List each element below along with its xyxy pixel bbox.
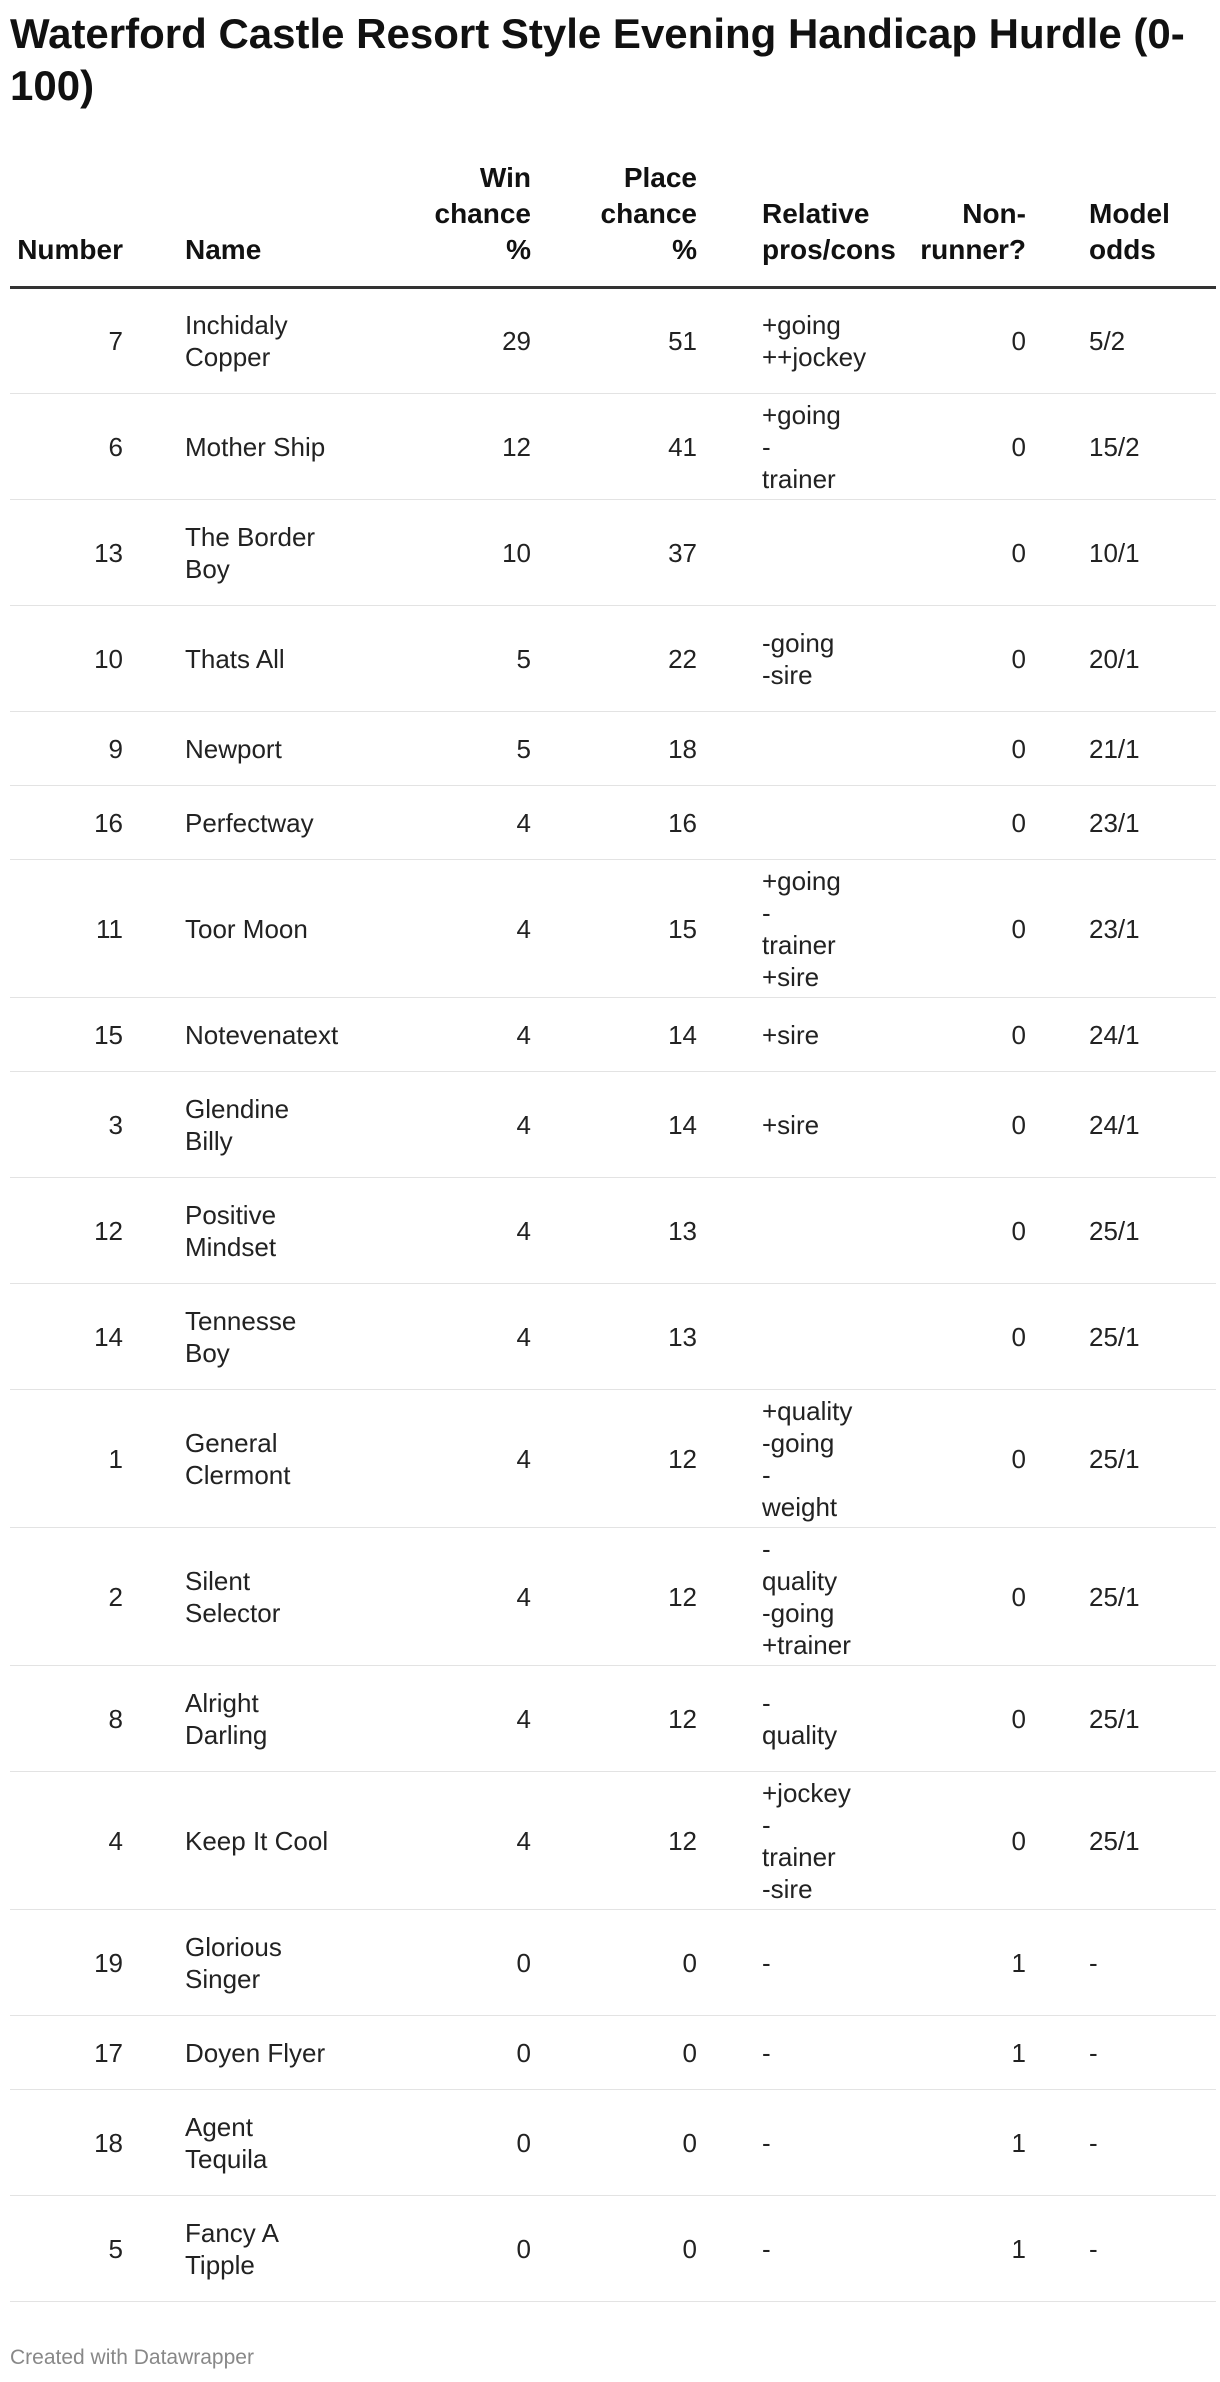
relative-line: -quality — [762, 1687, 838, 1750]
cell-win-chance: 0 — [382, 1910, 531, 2016]
relative-line: - — [762, 2037, 771, 2068]
name-line: Inchidaly — [185, 310, 288, 340]
relative-line: +going — [762, 310, 841, 340]
table-row — [10, 1910, 1216, 2016]
table-row — [10, 786, 1216, 860]
cell-number: 6 — [10, 394, 185, 500]
cell-number: 11 — [10, 860, 185, 998]
cell-place-chance: 12 — [531, 1772, 697, 1910]
table-row — [10, 1284, 1216, 1390]
cell-relative — [697, 1284, 840, 1390]
name-line: Doyen Flyer — [185, 2037, 326, 2068]
cell-win-chance: 4 — [382, 1284, 531, 1390]
cell-relative — [697, 500, 840, 606]
cell-relative — [697, 2016, 840, 2090]
name-line: Billy — [185, 1125, 233, 1156]
cell-model-odds: 25/1 — [1026, 1390, 1216, 1528]
name-line: Tennesse — [185, 1305, 297, 1336]
relative-line: +sire — [762, 1019, 820, 1050]
cell-name — [185, 1390, 382, 1528]
cell-relative — [697, 1910, 840, 2016]
header-line: runner? — [920, 234, 1026, 265]
cell-place-chance: 0 — [531, 2196, 697, 2302]
name-line: Tipple — [185, 2249, 255, 2280]
cell-non-runner: 0 — [840, 500, 1026, 606]
cell-place-chance: 15 — [531, 860, 697, 998]
cell-place-chance: 13 — [531, 1284, 697, 1390]
cell-number: 8 — [10, 1666, 185, 1772]
cell-relative — [697, 1528, 851, 1666]
cell-model-odds: 20/1 — [1026, 606, 1216, 712]
cell-model-odds: - — [1026, 2196, 1216, 2302]
cell-number: 7 — [10, 288, 185, 394]
page-title: Waterford Castle Resort Style Evening Handicap Hurdle (0-100) — [10, 10, 1185, 109]
cell-number: 15 — [10, 998, 185, 1072]
cell-number: 14 — [10, 1284, 185, 1390]
column-header-relative[interactable] — [697, 160, 896, 288]
cell-win-chance: 0 — [382, 2016, 531, 2090]
cell-place-chance: 37 — [531, 500, 697, 606]
cell-win-chance: 12 — [382, 394, 531, 500]
cell-win-chance: 4 — [382, 1072, 531, 1178]
cell-place-chance: 12 — [531, 1666, 697, 1772]
cell-model-odds: 5/2 — [1026, 288, 1216, 394]
cell-win-chance: 4 — [382, 786, 531, 860]
cell-win-chance: 5 — [382, 606, 531, 712]
cell-place-chance: 51 — [531, 288, 697, 394]
relative-line: +trainer — [762, 1629, 851, 1660]
name-line: Mindset — [185, 1231, 277, 1262]
cell-non-runner: 0 — [840, 786, 1026, 860]
cell-place-chance: 14 — [531, 998, 697, 1072]
header-row — [10, 160, 1216, 288]
cell-non-runner: 0 — [840, 998, 1026, 1072]
cell-relative — [697, 606, 840, 712]
cell-win-chance: 4 — [382, 1666, 531, 1772]
relative-line: +jockey — [762, 1777, 851, 1808]
table-row — [10, 1178, 1216, 1284]
cell-number: 12 — [10, 1178, 185, 1284]
cell-number: 5 — [10, 2196, 185, 2302]
relative-line: +going — [762, 865, 841, 896]
cell-number: 18 — [10, 2090, 185, 2196]
cell-number: 1 — [10, 1390, 185, 1528]
cell-relative — [697, 1772, 851, 1910]
header-line: % — [672, 234, 697, 265]
cell-name — [185, 1772, 382, 1910]
column-header-win-chance[interactable] — [382, 160, 531, 288]
cell-model-odds: 24/1 — [1026, 998, 1216, 1072]
header-line: Place — [623, 162, 697, 193]
cell-model-odds: 23/1 — [1026, 786, 1216, 860]
cell-win-chance: 5 — [382, 712, 531, 786]
cell-relative — [697, 2196, 840, 2302]
cell-place-chance: 18 — [531, 712, 697, 786]
name-line: Boy — [185, 1337, 230, 1368]
table-row — [10, 860, 1216, 998]
header-line: chance — [434, 198, 531, 229]
cell-model-odds: 25/1 — [1026, 1528, 1216, 1666]
relative-line: - — [762, 2127, 771, 2158]
cell-model-odds: 23/1 — [1026, 860, 1216, 998]
cell-number: 9 — [10, 712, 185, 786]
cell-relative — [697, 712, 840, 786]
cell-win-chance: 4 — [382, 1528, 531, 1666]
cell-relative — [697, 998, 840, 1072]
cell-model-odds: 25/1 — [1026, 1772, 1216, 1910]
table-row — [10, 712, 1216, 786]
cell-number: 17 — [10, 2016, 185, 2090]
relative-line: -trainer — [762, 431, 836, 494]
cell-relative — [697, 786, 840, 860]
cell-name — [185, 860, 382, 998]
cell-place-chance: 13 — [531, 1178, 697, 1284]
relative-line: -going — [762, 1597, 835, 1628]
cell-number: 2 — [10, 1528, 185, 1666]
cell-model-odds: 15/2 — [1026, 394, 1216, 500]
cell-non-runner: 1 — [840, 2090, 1026, 2196]
header-line: % — [506, 234, 531, 265]
cell-place-chance: 14 — [531, 1072, 697, 1178]
relative-line: +going — [762, 399, 841, 430]
relative-line: -trainer — [762, 897, 836, 960]
cell-win-chance: 4 — [382, 1178, 531, 1284]
relative-line: -going — [762, 1427, 835, 1458]
header-line: odds — [1089, 234, 1156, 265]
cell-non-runner: 0 — [840, 860, 1026, 998]
column-header-model-odds[interactable] — [1026, 160, 1216, 288]
cell-name — [185, 2090, 382, 2196]
name-line: The Border — [185, 521, 316, 552]
cell-model-odds: 21/1 — [1026, 712, 1216, 786]
name-line: Boy — [185, 553, 230, 584]
cell-relative — [697, 1666, 840, 1772]
cell-model-odds: 24/1 — [1026, 1072, 1216, 1178]
cell-win-chance: 0 — [382, 2196, 531, 2302]
relative-line: - — [762, 1947, 771, 1978]
name-line: Glorious — [185, 1931, 282, 1962]
cell-name — [185, 394, 382, 500]
table-row — [10, 2016, 1216, 2090]
cell-place-chance: 41 — [531, 394, 697, 500]
name-line: General — [185, 1427, 278, 1458]
cell-place-chance: 12 — [531, 1528, 697, 1666]
name-line: Mother Ship — [185, 431, 326, 462]
table-row — [10, 1072, 1216, 1178]
cell-win-chance: 0 — [382, 2090, 531, 2196]
name-line: Glendine — [185, 1093, 290, 1124]
name-line: Positive — [185, 1199, 277, 1230]
cell-non-runner: 0 — [840, 288, 1026, 394]
header-line: pros/cons — [762, 234, 896, 265]
cell-win-chance: 29 — [382, 288, 531, 394]
cell-non-runner: 1 — [840, 2016, 1026, 2090]
name-line: Thats All — [185, 643, 285, 674]
cell-relative — [697, 1390, 853, 1528]
cell-model-odds: - — [1026, 1910, 1216, 2016]
cell-name — [185, 1666, 382, 1772]
name-line: Notevenatext — [185, 1019, 339, 1050]
cell-non-runner: 1 — [840, 1910, 1026, 2016]
cell-relative — [697, 2090, 840, 2196]
name-line: Singer — [185, 1963, 261, 1994]
cell-number: 3 — [10, 1072, 185, 1178]
relative-line: -going — [762, 627, 835, 658]
table-body — [10, 288, 1216, 2302]
name-line: Silent — [185, 1565, 251, 1596]
cell-win-chance: 4 — [382, 998, 531, 1072]
cell-non-runner: 0 — [840, 606, 1026, 712]
cell-name — [185, 2016, 382, 2090]
table-row — [10, 1390, 1216, 1528]
cell-relative — [697, 1072, 840, 1178]
cell-non-runner: 0 — [840, 1666, 1026, 1772]
name-line: Clermont — [185, 1459, 291, 1490]
table-row — [10, 1772, 1216, 1910]
name-line: Alright — [185, 1687, 259, 1718]
cell-name — [185, 1910, 382, 2016]
header-line: Non- — [962, 198, 1026, 229]
cell-model-odds: - — [1026, 2016, 1216, 2090]
cell-name — [185, 500, 382, 606]
name-line: Fancy A — [185, 2217, 279, 2248]
cell-non-runner: 0 — [840, 1284, 1026, 1390]
name-line: Selector — [185, 1597, 281, 1628]
runners-table — [10, 160, 1216, 2302]
cell-place-chance: 22 — [531, 606, 697, 712]
cell-name — [185, 2196, 382, 2302]
relative-line: -quality — [762, 1533, 838, 1596]
header-line: Win — [479, 162, 531, 193]
cell-non-runner: 0 — [840, 712, 1026, 786]
cell-non-runner: 0 — [840, 1390, 1026, 1528]
cell-non-runner: 0 — [840, 394, 1026, 500]
cell-number: 16 — [10, 786, 185, 860]
relative-line: +sire — [762, 1109, 820, 1140]
cell-place-chance: 12 — [531, 1390, 697, 1528]
cell-model-odds: - — [1026, 2090, 1216, 2196]
cell-model-odds: 25/1 — [1026, 1284, 1216, 1390]
cell-win-chance: 4 — [382, 1390, 531, 1528]
cell-model-odds: 25/1 — [1026, 1666, 1216, 1772]
cell-non-runner: 1 — [840, 2196, 1026, 2302]
cell-place-chance: 0 — [531, 2016, 697, 2090]
relative-line: +sire — [762, 961, 820, 992]
table-row — [10, 2196, 1216, 2302]
cell-non-runner: 0 — [840, 1528, 1026, 1666]
cell-name — [185, 712, 382, 786]
cell-name — [185, 1284, 382, 1390]
table-row — [10, 1528, 1216, 1666]
cell-number: 13 — [10, 500, 185, 606]
cell-model-odds: 25/1 — [1026, 1178, 1216, 1284]
cell-non-runner: 0 — [840, 1072, 1026, 1178]
column-header-number[interactable]: Number — [10, 160, 185, 288]
table-row — [10, 394, 1216, 500]
name-line: Darling — [185, 1719, 268, 1750]
header-line: Model — [1089, 198, 1170, 229]
cell-name — [185, 786, 382, 860]
name-line: Keep It Cool — [185, 1825, 329, 1856]
cell-name — [185, 288, 382, 394]
cell-place-chance: 16 — [531, 786, 697, 860]
cell-place-chance: 0 — [531, 2090, 697, 2196]
cell-number: 4 — [10, 1772, 185, 1910]
cell-relative — [697, 1178, 840, 1284]
cell-win-chance: 10 — [382, 500, 531, 606]
table-row — [10, 998, 1216, 1072]
cell-model-odds: 10/1 — [1026, 500, 1216, 606]
cell-relative — [697, 860, 840, 998]
column-header-place-chance[interactable] — [531, 160, 697, 288]
column-header-name[interactable]: Name — [185, 160, 382, 288]
relative-line: -sire — [762, 1873, 813, 1904]
table-row — [10, 606, 1216, 712]
relative-line: -sire — [762, 659, 813, 690]
cell-name — [185, 1072, 382, 1178]
cell-name — [185, 606, 382, 712]
cell-number: 19 — [10, 1910, 185, 2016]
table-header — [10, 160, 1216, 288]
cell-non-runner: 0 — [840, 1178, 1026, 1284]
header-line: Relative — [762, 198, 870, 229]
table-row — [10, 1666, 1216, 1772]
cell-non-runner: 0 — [840, 1772, 1026, 1910]
name-line: Tequila — [185, 2143, 268, 2174]
name-line: Toor Moon — [185, 913, 308, 944]
relative-line: -trainer — [762, 1809, 836, 1872]
cell-name — [185, 998, 382, 1072]
table-row — [10, 288, 1216, 394]
cell-relative — [697, 394, 840, 500]
datawrapper-credit[interactable]: Created with Datawrapper — [10, 2346, 254, 2369]
relative-line: -weight — [762, 1459, 838, 1522]
header-line: chance — [600, 198, 697, 229]
name-line: Newport — [185, 733, 282, 764]
cell-name — [185, 1528, 382, 1666]
table-row — [10, 500, 1216, 606]
relative-line: +quality — [762, 1395, 853, 1426]
relative-line: - — [762, 2233, 771, 2264]
cell-win-chance: 4 — [382, 1772, 531, 1910]
cell-number: 10 — [10, 606, 185, 712]
cell-place-chance: 0 — [531, 1910, 697, 2016]
name-line: Agent — [185, 2111, 253, 2142]
cell-name — [185, 1178, 382, 1284]
name-line: Copper — [185, 342, 271, 372]
cell-win-chance: 4 — [382, 860, 531, 998]
table-row — [10, 2090, 1216, 2196]
cell-relative — [697, 288, 867, 394]
relative-line: ++jockey — [762, 342, 867, 372]
name-line: Perfectway — [185, 807, 314, 838]
